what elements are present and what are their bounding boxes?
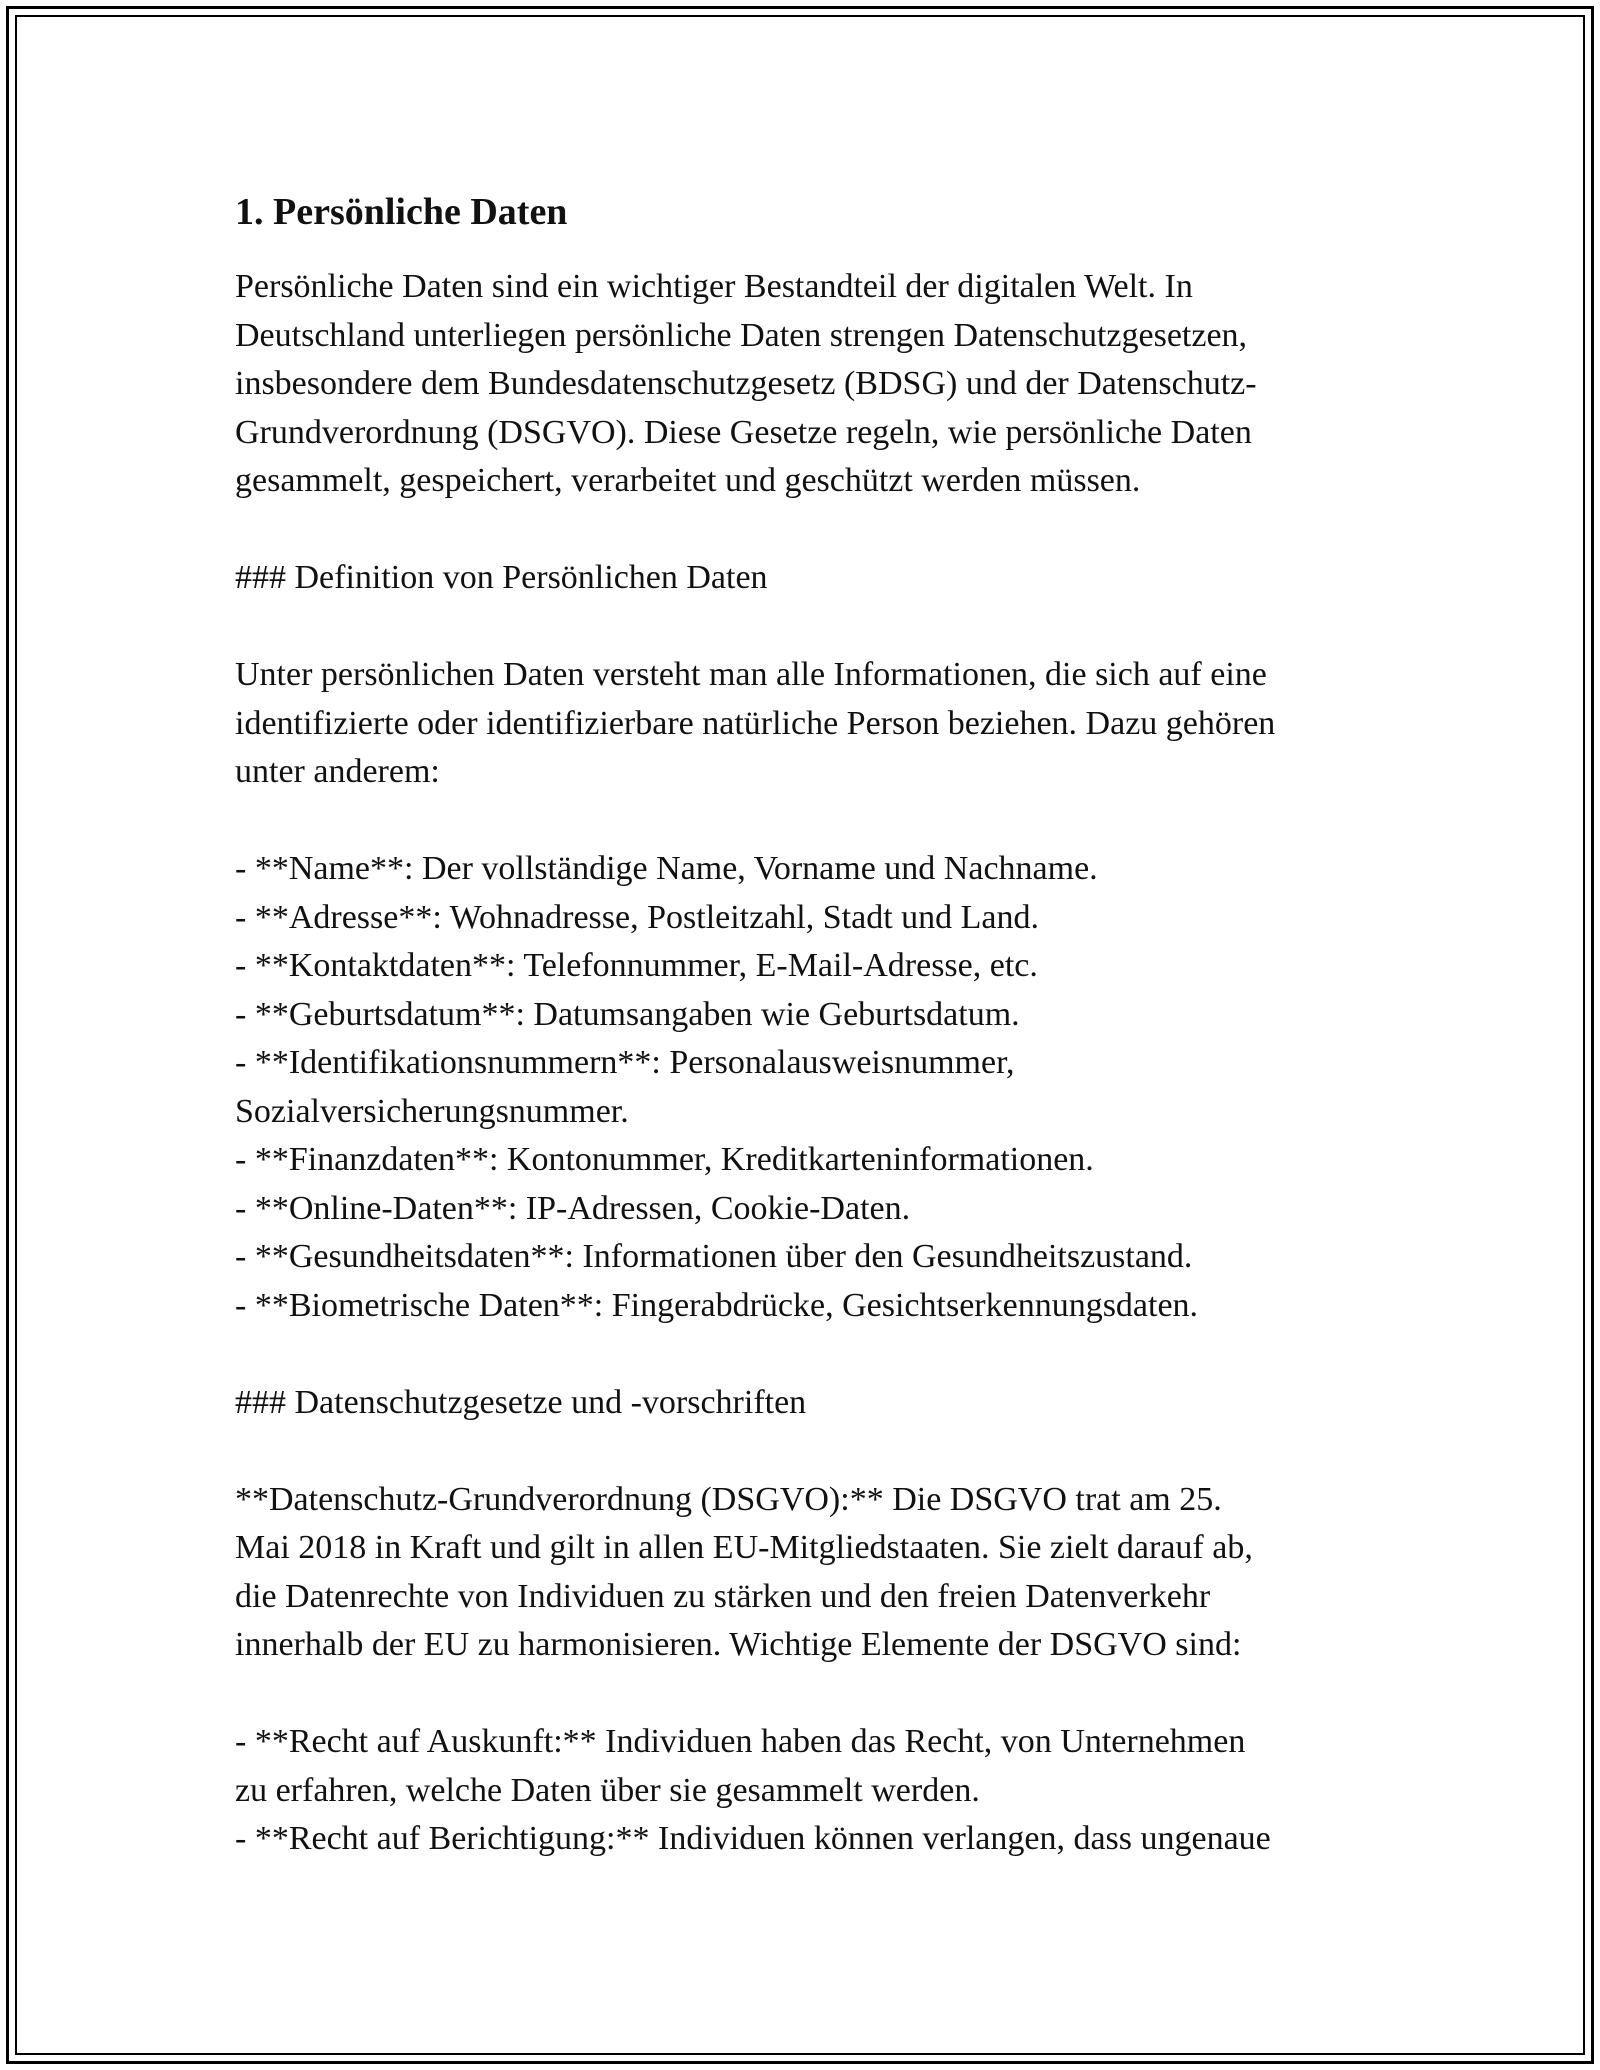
- text-line: Deutschland unterliegen persönliche Daten strengen Datenschutzgesetzen,: [235, 316, 1248, 354]
- list-item: - **Identifikationsnummern**: Personalausweisnummer,: [235, 1044, 1015, 1081]
- list-item: - **Finanzdaten**: Kontonummer, Kreditkarteninformationen.: [235, 1141, 1094, 1178]
- document-title: 1. Persönliche Daten: [235, 191, 568, 233]
- text-line: identifizierte oder identifizierbare natürliche Person beziehen. Dazu gehören: [235, 704, 1276, 742]
- list-item: - **Recht auf Berichtigung:** Individuen können verlangen, dass ungenaue: [235, 1820, 1271, 1857]
- data-list: [235, 845, 1375, 1330]
- text-line: innerhalb der EU zu harmonisieren. Wichtige Elemente der DSGVO sind:: [235, 1626, 1242, 1663]
- text-line: Unter persönlichen Daten versteht man alle Informationen, die sich auf eine: [235, 656, 1267, 693]
- list-item: zu erfahren, welche Daten über sie gesammelt werden.: [235, 1771, 980, 1809]
- spacer: [235, 603, 1375, 652]
- text-line: Mai 2018 in Kraft und gilt in allen EU-Mitgliedstaaten. Sie zielt darauf ab,: [235, 1529, 1253, 1566]
- spacer: [235, 506, 1375, 555]
- heading-definition: ### Definition von Persönlichen Daten: [235, 559, 768, 596]
- list-item: - **Name**: Der vollständige Name, Vorname und Nachname.: [235, 850, 1098, 887]
- document-body: [235, 186, 1375, 1864]
- list-item: Sozialversicherungsnummer.: [235, 1092, 629, 1130]
- list-item: - **Gesundheitsdaten**: Informationen über den Gesundheitszustand.: [235, 1238, 1193, 1275]
- text-line: gesammelt, gespeichert, verarbeitet und geschützt werden müssen.: [235, 462, 1141, 499]
- text-line: Persönliche Daten sind ein wichtiger Bestandteil der digitalen Welt. In: [235, 268, 1193, 305]
- spacer: [235, 797, 1375, 846]
- list-item: - **Adresse**: Wohnadresse, Postleitzahl, Stadt und Land.: [235, 898, 1039, 936]
- text-line: unter anderem:: [235, 753, 440, 790]
- definition-paragraph: [235, 651, 1375, 797]
- text-line: Grundverordnung (DSGVO). Diese Gesetze regeln, wie persönliche Daten: [235, 413, 1252, 451]
- text-line: insbesondere dem Bundesdatenschutzgesetz (BDSG) und der Datenschutz-: [235, 365, 1257, 402]
- list-item: - **Recht auf Auskunft:** Individuen haben das Recht, von Unternehmen: [235, 1723, 1246, 1760]
- list-item: - **Biometrische Daten**: Fingerabdrücke, Gesichtserkennungsdaten.: [235, 1286, 1199, 1324]
- text-line: die Datenrechte von Individuen zu stärken und den freien Datenverkehr: [235, 1577, 1211, 1615]
- list-item: - **Online-Daten**: IP-Adressen, Cookie-Daten.: [235, 1189, 911, 1227]
- text-line: **Datenschutz-Grundverordnung (DSGVO):** Die DSGVO trat am 25.: [235, 1480, 1222, 1518]
- intro-paragraph: [235, 263, 1375, 506]
- spacer: [235, 1330, 1375, 1379]
- spacer: [235, 1427, 1375, 1476]
- rights-list: [235, 1718, 1375, 1864]
- heading-laws: ### Datenschutzgesetze und -vorschriften: [235, 1383, 807, 1421]
- list-item: - **Kontaktdaten**: Telefonnummer, E-Mail-Adresse, etc.: [235, 947, 1038, 984]
- dsgvo-paragraph: [235, 1476, 1375, 1670]
- spacer: [235, 1670, 1375, 1719]
- list-item: - **Geburtsdatum**: Datumsangaben wie Geburtsdatum.: [235, 995, 1020, 1033]
